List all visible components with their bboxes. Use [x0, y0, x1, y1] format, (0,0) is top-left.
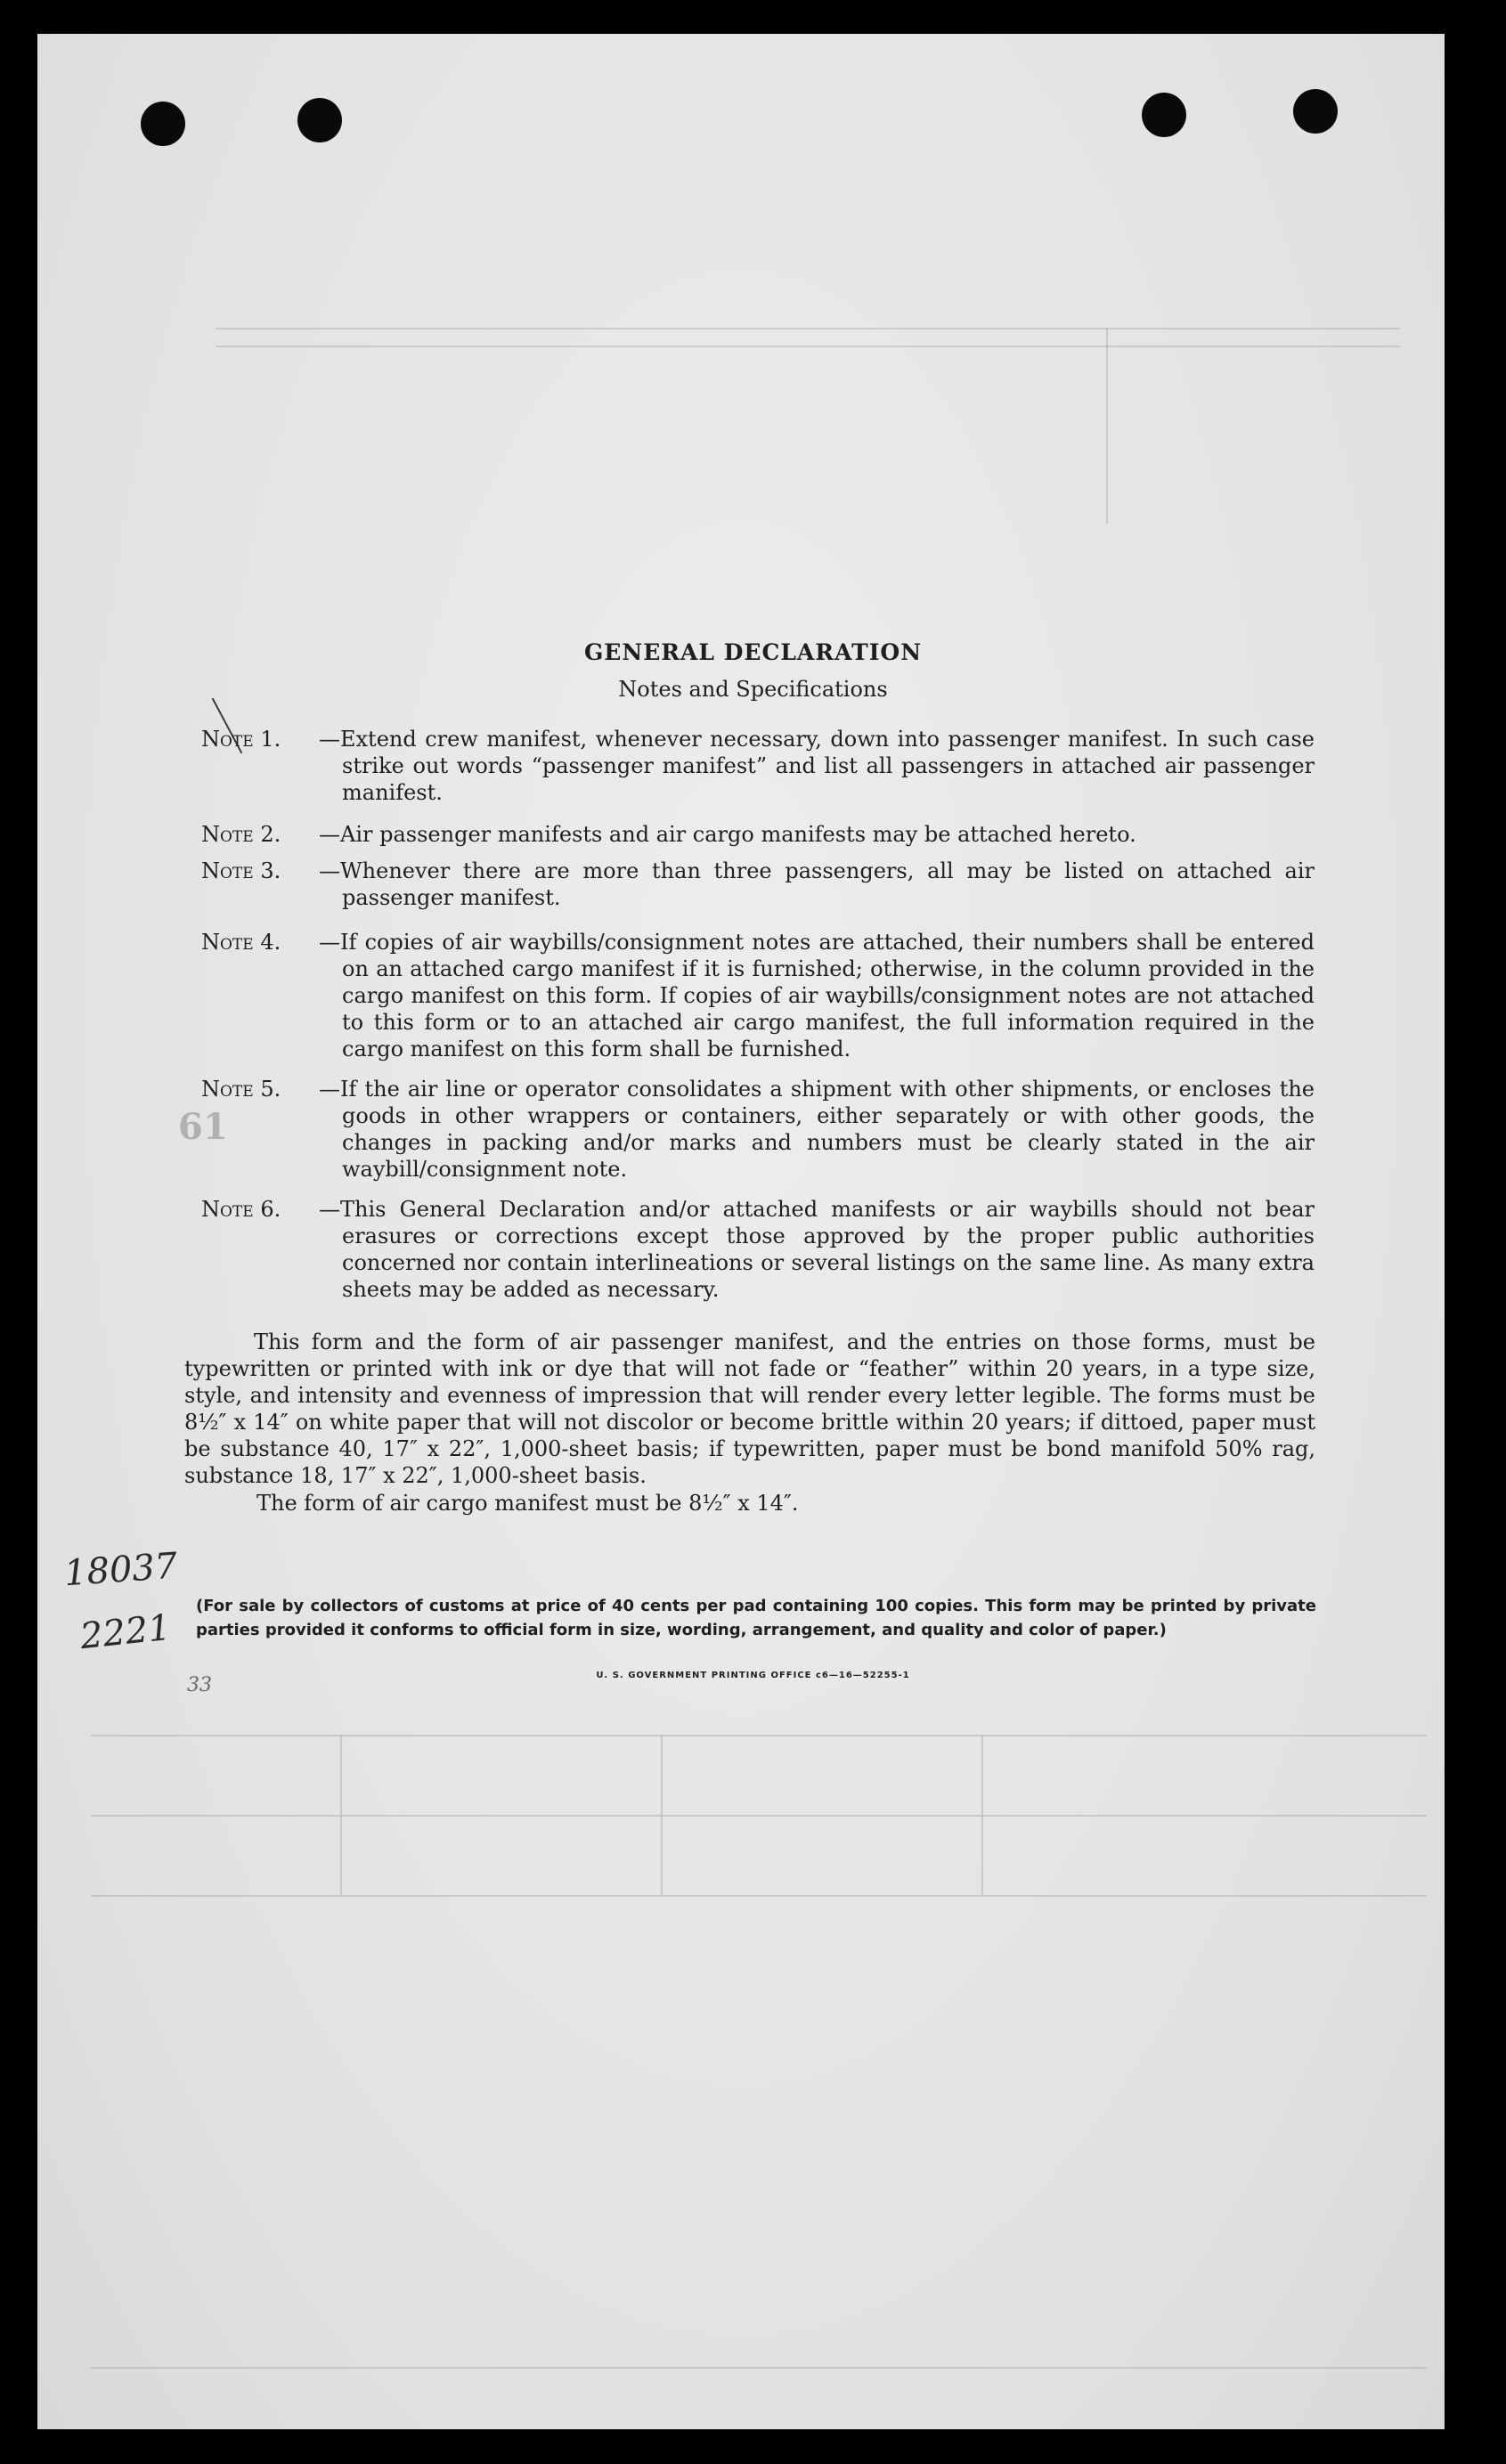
note-label: Note 4. — [201, 930, 281, 955]
faded-stamp-number: 61 — [178, 1106, 228, 1148]
note-text: —This General Declaration and/or attached manifests or air waybills should not bear erasures or corrections except those approved by the proper public authorities concerned nor contain interlineations or several listings on the same line. As many extra sheets may be added as necessary. — [319, 1197, 1315, 1302]
note-text: —Whenever there are more than three passengers, all may be listed on attached air passenger manifest. — [319, 858, 1315, 910]
note-6 — [201, 1196, 1315, 1303]
note-label: Note 2. — [201, 822, 281, 847]
handwritten-margin-note: 18037 — [62, 1545, 179, 1595]
note-text: —If copies of air waybills/consignment notes are attached, their numbers shall be entered on an attached cargo manifest if it is furnished; otherwise, in the column provided in the cargo manifest on this form. If copies of air waybills/consignment notes are not attached to this form or to an attached air cargo manifest, the full information required in the cargo manifest on this form shall be furnished. — [319, 930, 1315, 1061]
note-2 — [201, 821, 1315, 848]
cargo-manifest-size-line: The form of air cargo manifest must be 8½″ x 14″. — [256, 1491, 799, 1516]
note-text: —If the air line or operator consolidates a shipment with other shipments, or encloses the goods in other wrappers or containers, either separately or with other goods, the changes in packing and/or marks and numbers must be clearly stated in the air waybill/consignment note. — [319, 1077, 1315, 1182]
note-4 — [201, 929, 1315, 1062]
printing-office-line: U. S. GOVERNMENT PRINTING OFFICE c6—16—52255-1 — [596, 1671, 910, 1680]
note-label: Note 5. — [201, 1077, 281, 1102]
page-title: GENERAL DECLARATION — [583, 639, 923, 665]
note-text: —Air passenger manifests and air cargo manifests may be attached hereto. — [319, 822, 1136, 847]
note-1 — [201, 726, 1315, 806]
form-specification-paragraph: This form and the form of air passenger manifest, and the entries on those forms, must be typewritten or printed with ink or dye that will not fade or “feather” within 20 years, in a type size, style, and intensity and evenness of impression that will render every letter legible. The forms must be 8½″ x 14″ on white paper that will not discolor or become brittle within 20 years; if dittoed, paper must be substance 40, 17″ x 22″, 1,000-sheet basis; if typewritten, paper must be bond manifold 50% rag, substance 18, 17″ x 22″, 1,000-sheet basis. — [184, 1330, 1315, 1488]
handwritten-margin-note: 33 — [187, 1674, 212, 1696]
note-label: Note 3. — [201, 858, 281, 883]
note-label: Note 1. — [201, 727, 281, 752]
sale-notice: (For sale by collectors of customs at price of 40 cents per pad containing 100 copies. This form may be printed by private parties provided it conforms to official form in size, wording, arrangement, and quality and color of paper.) — [196, 1597, 1316, 1639]
page-subtitle: Notes and Specifications — [618, 677, 888, 702]
handwritten-margin-note: 2221 — [77, 1606, 173, 1658]
note-5 — [201, 1076, 1315, 1183]
note-text: —Extend crew manifest, whenever necessary, down into passenger manifest. In such case strike out words “passenger manifest” and list all passengers in attached air passenger manifest. — [319, 727, 1315, 805]
note-3 — [201, 858, 1315, 911]
note-label: Note 6. — [201, 1197, 281, 1222]
